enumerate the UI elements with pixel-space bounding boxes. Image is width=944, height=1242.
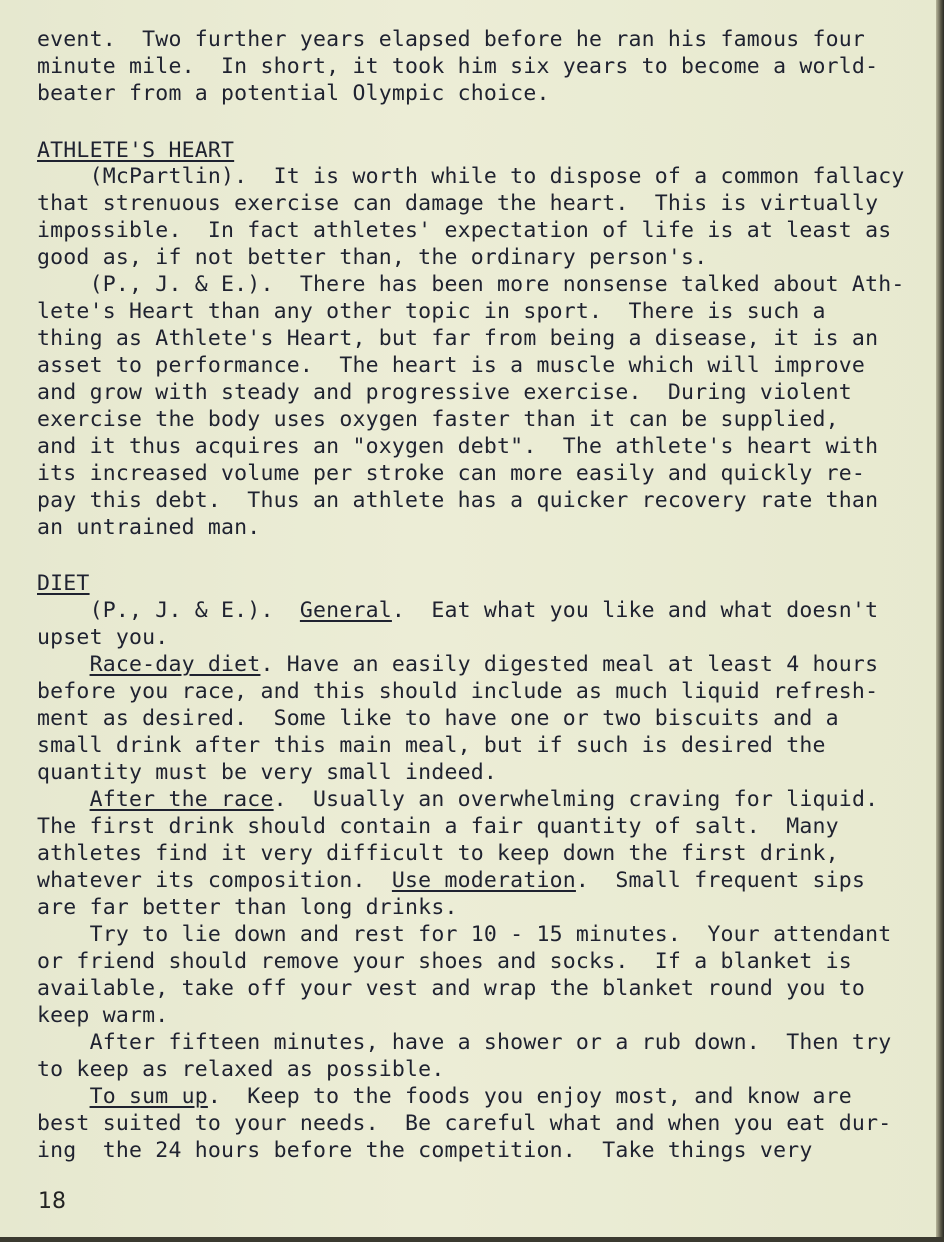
text-segment: . Usually an overwhelming craving for liquid.	[273, 787, 879, 812]
text-segment: or friend should remove your shoes and socks. If a blanket is	[37, 949, 852, 974]
text-line	[37, 624, 168, 651]
text-segment: and grow with steady and progressive exercise. During violent	[37, 380, 852, 405]
page-number: 18	[38, 1189, 66, 1214]
text-segment: pay this debt. Thus an athlete has a quicker recovery rate than	[37, 488, 879, 513]
text-segment	[37, 787, 90, 812]
text-segment: impossible. In fact athletes' expectation of life is at least as	[37, 218, 892, 243]
text-segment: . Have an easily digested meal at least 4 hours	[260, 652, 879, 677]
underlined-text: After the race	[89, 787, 274, 812]
text-line	[37, 678, 878, 705]
text-segment: (P., J. & E.). There has been more nonsense talked about Ath-	[37, 272, 905, 297]
page-edge-shadow	[936, 0, 944, 1242]
text-line	[37, 460, 865, 487]
text-line	[37, 137, 234, 164]
text-line	[37, 921, 891, 948]
text-line	[37, 705, 839, 732]
underlined-text: DIET	[37, 571, 90, 596]
text-line	[37, 53, 878, 80]
text-line	[37, 570, 90, 597]
text-segment: small drink after this main meal, but if such is desired the	[37, 733, 826, 758]
text-line	[37, 840, 839, 867]
text-segment: and it thus acquires an "oxygen debt". The athlete's heart with	[37, 434, 879, 459]
text-segment: event. Two further years elapsed before he ran his famous four	[37, 27, 866, 52]
text-line	[37, 80, 550, 107]
text-segment: available, take off your vest and wrap the blanket round you to	[37, 976, 866, 1001]
text-segment: (McPartlin). It is worth while to dispose of a common fallacy	[37, 164, 905, 189]
text-segment: are far better than long drinks.	[37, 895, 458, 920]
text-segment	[37, 652, 90, 677]
underlined-text: Use moderation	[391, 868, 576, 893]
text-line	[37, 244, 707, 271]
text-line	[37, 1083, 852, 1110]
text-line	[37, 298, 826, 325]
text-line	[37, 217, 891, 244]
text-segment: . Small frequent sips	[575, 868, 866, 893]
text-segment: ment as desired. Some like to have one or two biscuits and a	[37, 706, 839, 731]
text-line	[37, 732, 826, 759]
text-segment: beater from a potential Olympic choice.	[37, 81, 550, 106]
underlined-text: General	[299, 598, 392, 623]
text-line	[37, 190, 878, 217]
text-segment: best suited to your needs. Be careful what and when you eat dur-	[37, 1111, 892, 1136]
text-line	[37, 325, 878, 352]
text-line	[37, 651, 878, 678]
text-segment: an untrained man.	[37, 515, 261, 540]
text-line	[37, 948, 852, 975]
text-segment: athletes find it very difficult to keep down the first drink,	[37, 841, 839, 866]
text-segment: thing as Athlete's Heart, but far from being a disease, it is an	[37, 326, 879, 351]
text-segment: ing the 24 hours before the competition. Take things very	[37, 1138, 813, 1163]
text-line	[37, 271, 905, 298]
text-line	[37, 1056, 444, 1083]
text-line	[37, 1029, 891, 1056]
text-segment: before you race, and this should include as much liquid refresh-	[37, 679, 879, 704]
text-line	[37, 894, 458, 921]
underlined-text: ATHLETE'S HEART	[37, 138, 235, 163]
underlined-text: Race-day diet	[89, 652, 261, 677]
text-segment: After fifteen minutes, have a shower or a rub down. Then try	[37, 1030, 892, 1055]
text-line	[37, 163, 905, 190]
text-line	[37, 433, 878, 460]
text-segment: Try to lie down and rest for 10 - 15 minutes. Your attendant	[37, 922, 892, 947]
text-line	[37, 759, 497, 786]
text-segment: The first drink should contain a fair quantity of salt. Many	[37, 814, 839, 839]
text-segment: exercise the body uses oxygen faster than it can be supplied,	[37, 407, 839, 432]
text-line	[37, 597, 878, 624]
text-segment: keep warm.	[37, 1003, 169, 1028]
text-segment: minute mile. In short, it took him six years to become a world-	[37, 54, 879, 79]
underlined-text: To sum up	[89, 1084, 208, 1109]
text-segment: upset you.	[37, 625, 169, 650]
text-segment: its increased volume per stroke can more easily and quickly re-	[37, 461, 866, 486]
text-segment: that strenuous exercise can damage the heart. This is virtually	[37, 191, 879, 216]
text-segment: quantity must be very small indeed.	[37, 760, 498, 785]
text-segment: . Eat what you like and what doesn't	[391, 598, 879, 623]
text-line	[37, 1110, 891, 1137]
text-segment: asset to performance. The heart is a muscle which will improve	[37, 353, 866, 378]
text-line	[37, 26, 865, 53]
page-bottom-edge	[0, 1237, 944, 1242]
text-line	[37, 379, 852, 406]
text-line	[37, 487, 878, 514]
text-line	[37, 1137, 813, 1164]
text-line	[37, 813, 839, 840]
text-line	[37, 1002, 168, 1029]
text-line	[37, 406, 839, 433]
text-segment: to keep as relaxed as possible.	[37, 1057, 445, 1082]
text-segment: lete's Heart than any other topic in sport. There is such a	[37, 299, 826, 324]
text-line	[37, 352, 865, 379]
text-segment: good as, if not better than, the ordinary person's.	[37, 245, 708, 270]
text-line	[37, 975, 865, 1002]
text-segment: (P., J. & E.).	[37, 598, 300, 623]
text-segment: . Keep to the foods you enjoy most, and know are	[207, 1084, 852, 1109]
text-line	[37, 867, 865, 894]
text-line	[37, 786, 878, 813]
text-segment	[37, 1084, 90, 1109]
text-segment: whatever its composition.	[37, 868, 392, 893]
text-line	[37, 514, 260, 541]
